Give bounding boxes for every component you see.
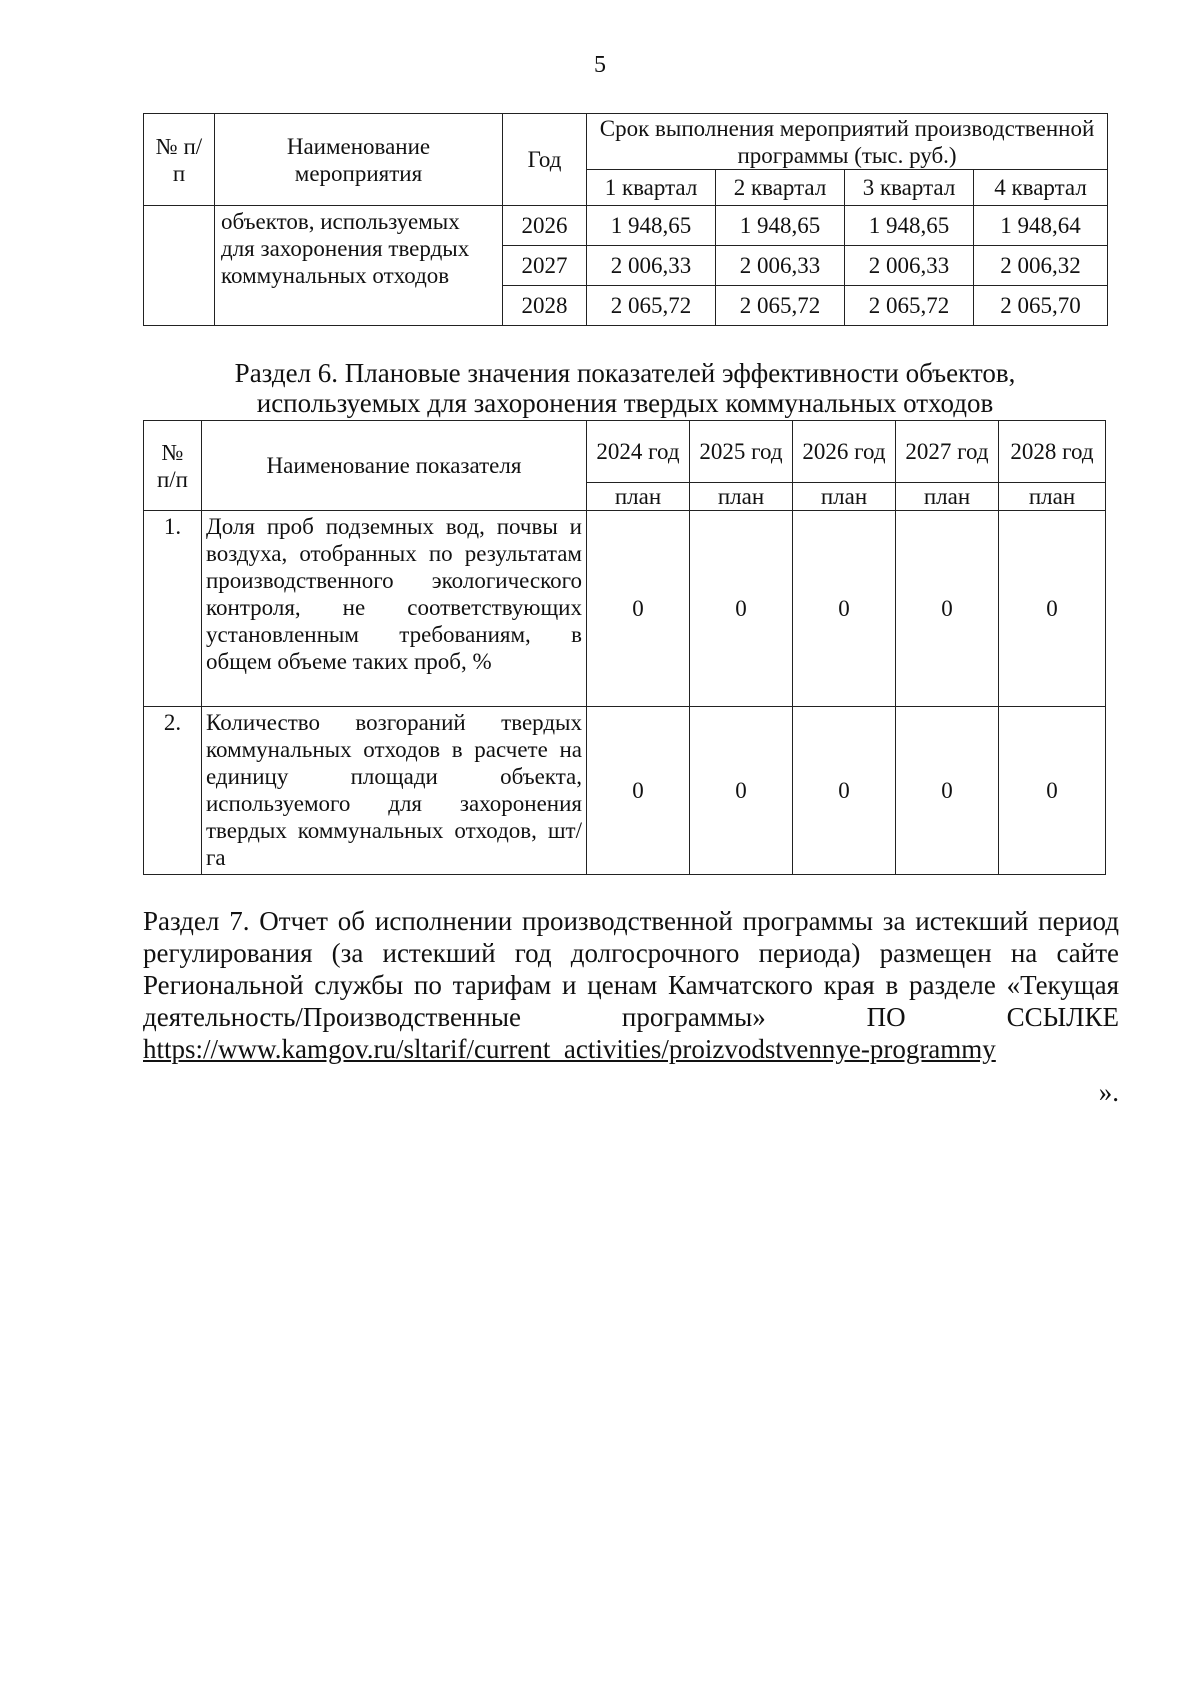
value-cell: 1 948,65: [587, 206, 716, 246]
value-cell: 0: [587, 707, 690, 875]
year-cell: 2027: [503, 246, 587, 286]
value-cell: 0: [896, 707, 999, 875]
num-cell: [144, 206, 215, 326]
value-cell: 2 065,72: [716, 286, 845, 326]
table-row: [144, 206, 1108, 246]
header-plan: план: [793, 483, 896, 511]
section-6-title: [143, 358, 1107, 418]
indicator-name-cell: Доля проб подземных вод, почвы и воздуха, отобранных по результатам производственного экологического контроля, не соответствующих установленным требованиям, в общем объеме таких проб, %: [202, 511, 587, 707]
value-cell: 2 065,72: [845, 286, 974, 326]
value-cell: 1 948,65: [845, 206, 974, 246]
closing-quote: ».: [1098, 1077, 1119, 1107]
section-6-title-line-1: Раздел 6. Плановые значения показателей эффективности объектов,: [234, 358, 1016, 388]
report-link[interactable]: https://www.kamgov.ru/sltarif/current_activities/proizvodstvennye-programmy: [143, 1034, 996, 1064]
value-cell: 0: [896, 511, 999, 707]
header-plan: план: [587, 483, 690, 511]
value-cell: 2 006,33: [845, 246, 974, 286]
header-plan: план: [999, 483, 1106, 511]
header-year-2026: 2026 год: [793, 421, 896, 483]
row-num-cell: 1.: [144, 511, 202, 707]
header-indicator-name: Наименование показателя: [202, 421, 587, 511]
header-num: № п/п: [144, 421, 202, 511]
header-num: № п/п: [144, 114, 215, 206]
table-row: [144, 707, 1106, 875]
section-7-paragraph: [143, 905, 1119, 1065]
value-cell: 0: [587, 511, 690, 707]
value-cell: 0: [999, 511, 1106, 707]
header-name: Наименование мероприятия: [215, 114, 503, 206]
header-quarter-1: 1 квартал: [587, 170, 716, 206]
year-cell: 2028: [503, 286, 587, 326]
table-row: [144, 511, 1106, 707]
header-quarter-2: 2 квартал: [716, 170, 845, 206]
header-year: Год: [503, 114, 587, 206]
indicator-name-cell: Количество возгораний твердых коммунальных отходов в расчете на единицу площади объекта, используемого для захоронения твердых коммунальных отходов, шт/га: [202, 707, 587, 875]
header-year-2028: 2028 год: [999, 421, 1106, 483]
value-cell: 0: [690, 707, 793, 875]
header-term: Срок выполнения мероприятий производственной программы (тыс. руб.): [587, 114, 1108, 170]
header-quarter-3: 3 квартал: [845, 170, 974, 206]
header-year-2027: 2027 год: [896, 421, 999, 483]
section-6-title-line-2: используемых для захоронения твердых коммунальных отходов: [256, 388, 994, 418]
continued-name-cell: объектов, используемых для захоронения твердых коммунальных отходов: [215, 206, 503, 326]
value-cell: 2 006,33: [587, 246, 716, 286]
header-plan: план: [896, 483, 999, 511]
header-quarter-4: 4 квартал: [974, 170, 1108, 206]
header-year-2024: 2024 год: [587, 421, 690, 483]
efficiency-indicators-table: [143, 420, 1106, 875]
value-cell: 0: [793, 707, 896, 875]
page-number: 5: [594, 52, 606, 78]
value-cell: 1 948,65: [716, 206, 845, 246]
production-program-schedule-table: [143, 113, 1108, 326]
value-cell: 2 065,70: [974, 286, 1108, 326]
value-cell: 2 006,33: [716, 246, 845, 286]
year-cell: 2026: [503, 206, 587, 246]
header-year-2025: 2025 год: [690, 421, 793, 483]
value-cell: 0: [793, 511, 896, 707]
value-cell: 0: [999, 707, 1106, 875]
row-num-cell: 2.: [144, 707, 202, 875]
header-plan: план: [690, 483, 793, 511]
value-cell: 0: [690, 511, 793, 707]
value-cell: 1 948,64: [974, 206, 1108, 246]
value-cell: 2 006,32: [974, 246, 1108, 286]
value-cell: 2 065,72: [587, 286, 716, 326]
section-7-text: Раздел 7. Отчет об исполнении производственной программы за истекший период регулирования (за истекший год долгосрочного периода) размещен на сайте Региональной службы по тарифам и ценам Камчатского края в разделе «Текущая деятельность/Производственные программы» ПО ССЫЛКЕ: [143, 906, 1119, 1032]
